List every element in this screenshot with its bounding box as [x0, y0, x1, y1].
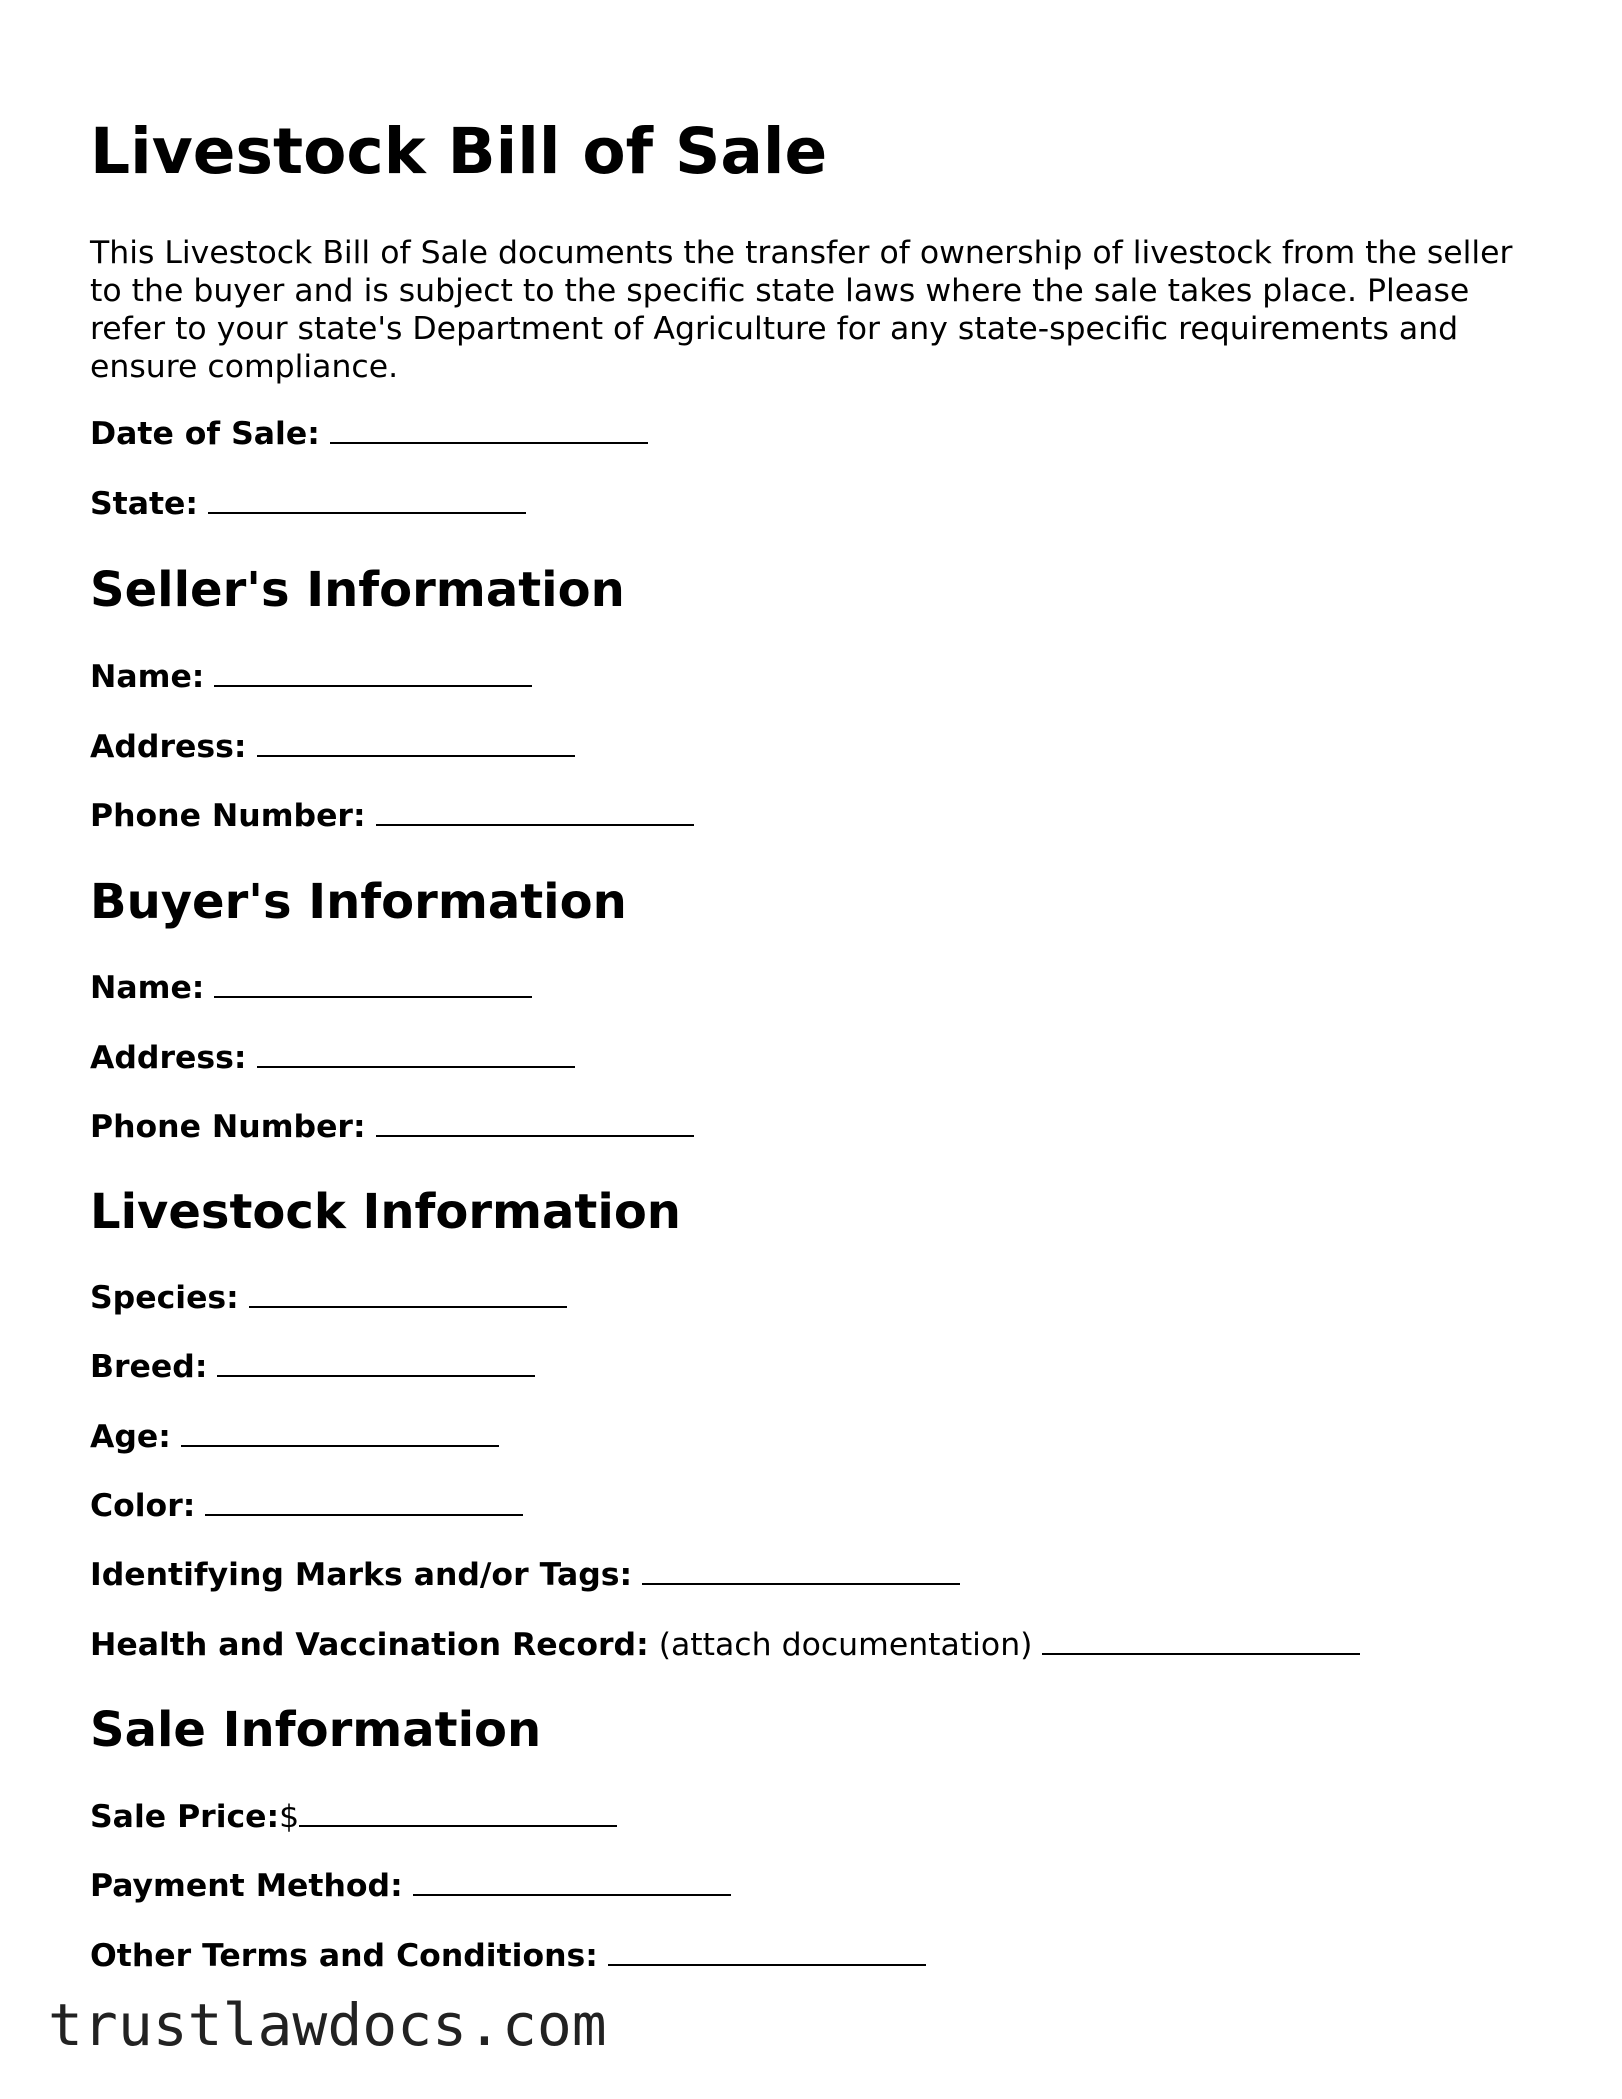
health-record-note: (attach documentation) [658, 1627, 1033, 1663]
health-record-blank[interactable] [1042, 1627, 1360, 1655]
seller-name-field [90, 657, 532, 697]
sale-price-label: Sale Price: [90, 1799, 280, 1835]
date-of-sale-label: Date of Sale: [90, 416, 320, 452]
watermark: trustlawdocs.com [48, 1991, 607, 2059]
currency-symbol: $ [279, 1799, 300, 1835]
date-of-sale-field [90, 414, 648, 454]
seller-phone-blank[interactable] [376, 798, 694, 826]
payment-method-field [90, 1866, 731, 1906]
buyer-section-heading: Buyer's Information [90, 874, 627, 930]
intro-line: to the buyer and is subject to the specific state laws where the sale takes place. Please [90, 273, 1470, 309]
state-field [90, 484, 526, 524]
state-label: State: [90, 486, 199, 522]
sale-price-field [90, 1797, 617, 1837]
buyer-address-blank[interactable] [257, 1040, 575, 1068]
payment-method-blank[interactable] [413, 1868, 731, 1896]
buyer-name-field [90, 968, 532, 1008]
seller-address-blank[interactable] [257, 729, 575, 757]
other-terms-field [90, 1936, 926, 1976]
health-record-label: Health and Vaccination Record: [90, 1627, 649, 1663]
breed-label: Breed: [90, 1349, 208, 1385]
sale-price-blank[interactable] [299, 1799, 617, 1827]
intro-line: This Livestock Bill of Sale documents the transfer of ownership of livestock from the seller [90, 235, 1513, 271]
identifying-marks-field [90, 1555, 960, 1595]
seller-name-blank[interactable] [214, 659, 532, 687]
seller-name-label: Name: [90, 659, 205, 695]
color-blank[interactable] [205, 1488, 523, 1516]
age-blank[interactable] [181, 1419, 499, 1447]
buyer-phone-blank[interactable] [376, 1109, 694, 1137]
buyer-phone-field [90, 1107, 694, 1147]
state-blank[interactable] [208, 486, 526, 514]
breed-field [90, 1347, 535, 1387]
species-label: Species: [90, 1280, 239, 1316]
other-terms-label: Other Terms and Conditions: [90, 1938, 598, 1974]
color-label: Color: [90, 1488, 196, 1524]
intro-line: refer to your state's Department of Agriculture for any state-specific requirements and [90, 311, 1459, 347]
buyer-address-field [90, 1038, 575, 1078]
seller-phone-label: Phone Number: [90, 798, 366, 834]
species-blank[interactable] [249, 1280, 567, 1308]
date-of-sale-blank[interactable] [330, 416, 648, 444]
breed-blank[interactable] [217, 1349, 535, 1377]
intro-line: ensure compliance. [90, 349, 399, 385]
livestock-section-heading: Livestock Information [90, 1184, 681, 1240]
seller-phone-field [90, 796, 694, 836]
identifying-marks-label: Identifying Marks and/or Tags: [90, 1557, 633, 1593]
species-field [90, 1278, 567, 1318]
buyer-phone-label: Phone Number: [90, 1109, 366, 1145]
payment-method-label: Payment Method: [90, 1868, 403, 1904]
sale-section-heading: Sale Information [90, 1702, 542, 1758]
buyer-name-label: Name: [90, 970, 205, 1006]
identifying-marks-blank[interactable] [642, 1557, 960, 1585]
color-field [90, 1486, 523, 1526]
page-title: Livestock Bill of Sale [90, 115, 828, 188]
age-field [90, 1417, 499, 1457]
buyer-name-blank[interactable] [214, 970, 532, 998]
buyer-address-label: Address: [90, 1040, 247, 1076]
health-record-field [90, 1625, 1360, 1665]
age-label: Age: [90, 1419, 171, 1455]
intro-paragraph [90, 234, 1540, 386]
seller-section-heading: Seller's Information [90, 562, 625, 618]
seller-address-label: Address: [90, 729, 247, 765]
seller-address-field [90, 727, 575, 767]
other-terms-blank[interactable] [608, 1938, 926, 1966]
